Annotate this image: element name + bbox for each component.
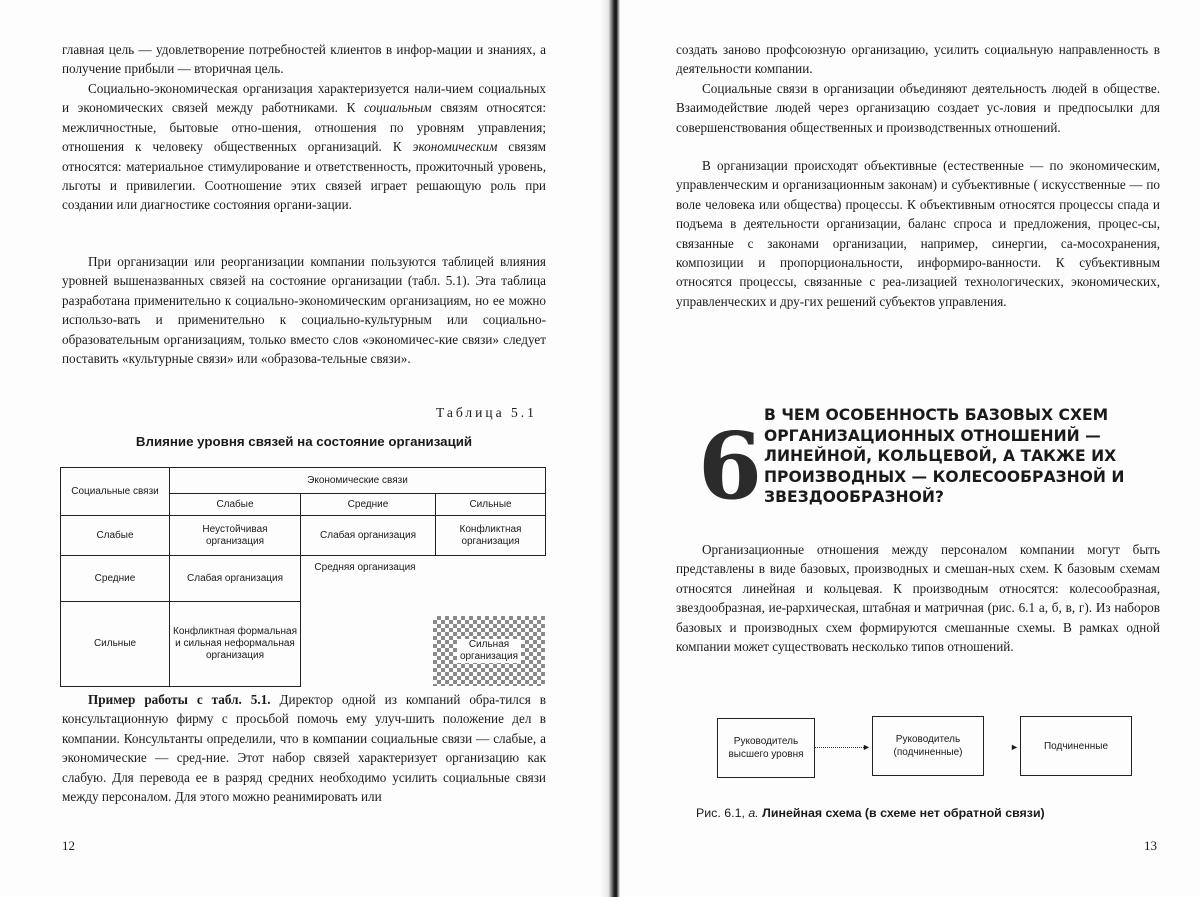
- table-econ-header: Экономические связи: [170, 468, 546, 494]
- right-paragraph-4: Организационные отношения между персоналом компании могут быть представлены в виде базовых, производных и смешан-ных схем. К базовым схемам относятся линейная и кольцевая. К производным относятся: колесообразная, звездообразная, ие-рархическая, штабная и матричная (рис. 6.1 а, б, в, г). Из наборов базовых и производных схем формируются смешанные схемы. В рамках одной компании может существовать несколько типов отношений.: [676, 542, 1160, 655]
- table-cell-strong-org: Сильная организация: [457, 639, 521, 663]
- table-row-strong-label: Сильные: [61, 602, 170, 686]
- table-cell-strong-org-pattern: [433, 616, 545, 686]
- page-number-left: 12: [62, 838, 75, 853]
- example-text: Директор одной из компаний обра-тился в консультационную фирму с просьбой помочь ему улуч-шить положение дел в компании. Консультанты определили, что в компании социальные связи — слабые, а экономические — сред-ние. Этот набор связей характеризует организацию как слабую. Для перевода ее в разряд средних необходимо усилить социальные связи между персоналом. Для этого можно реанимировать или: [62, 692, 546, 805]
- left-p2-term-social: социальным: [364, 100, 432, 116]
- left-paragraph-2: [62, 79, 546, 215]
- chapter-title: В ЧЕМ ОСОБЕННОСТЬ БАЗОВЫХ СХЕМ ОРГАНИЗАЦИОННЫХ ОТНОШЕНИЙ — ЛИНЕЙНОЙ, КОЛЬЦЕВОЙ, А ТАКЖЕ ИХ ПРОИЗВОДНЫХ — КОЛЕСООБРАЗНОЙ И ЗВЕЗДООБРАЗНОЙ?: [764, 406, 1125, 506]
- book-gutter: [600, 0, 628, 897]
- table-medium-region: [301, 556, 546, 687]
- left-paragraph-1: главная цель — удовлетворение потребностей клиентов в инфор-мации и знаниях, а получение прибыли — вторичная цель.: [62, 42, 546, 77]
- table-col-strong: Сильные: [436, 494, 546, 516]
- diagram-arrowhead-2: ►: [1010, 742, 1019, 752]
- left-paragraph-3: При организации или реорганизации компании пользуются таблицей влияния уровней вышеназванных связей на состояние организации (табл. 5.1). Эта таблица разработана применительно к социально-экономическим организациям, но ее можно использо-вать и применительно к социально-культурным или социально-образовательным организациям, только вместо слов «экономичес-кие связи» следует поставить «культурные связи» или «образова-тельные связи».: [62, 254, 546, 367]
- diagram-box-top-manager: Руководитель высшего уровня: [717, 718, 815, 778]
- table-col-weak: Слабые: [170, 494, 301, 516]
- table-cell: Слабая организация: [170, 556, 301, 602]
- chapter-number: 6: [698, 412, 763, 520]
- figure-caption-letter: а.: [748, 806, 759, 820]
- figure-caption-prefix: Рис. 6.1,: [696, 806, 749, 820]
- table-cell: Слабая организация: [301, 516, 436, 556]
- left-p2-part3: связям относятся: материальное стимулирование и ответственность, прожиточный уровень, льготы и привилегии. Соотношение этих связей играет решающую роль при создании или диагностике состояния органи-зации.: [62, 139, 546, 213]
- left-p2-part1: Социально-экономическая организация характеризуется нали-чием социальных и экономических связей между работниками. К: [62, 81, 546, 116]
- table-row-medium-label: Средние: [61, 556, 170, 602]
- figure-caption: [696, 806, 1045, 820]
- table-corner-header: Социальные связи: [61, 468, 170, 516]
- right-paragraph-2: Социальные связи в организации объединяют деятельность людей в обществе. Взаимодействие людей через организацию создает ус-ловия и предпосылки для совершенствования общественных и производственных отношений.: [676, 81, 1160, 135]
- table-row-weak-label: Слабые: [61, 516, 170, 556]
- left-p2-part2: связям относятся: межличностные, бытовые отно-шения, отношения по уровням управления; отношения к человеку общественных организаций. К: [62, 100, 547, 155]
- right-page: [628, 0, 1200, 897]
- table-cell: Конфликтная формальная и сильная неформальная организация: [170, 602, 301, 686]
- right-paragraph-3: В организации происходят объективные (естественные — по экономическим, управленческим и организационным законам) и субъективные ( искусственные — по воле человека или общества) процессы. К объективным относятся процессы спада и подъема в деятельности организации, баланс спроса и предложения, процес-сы, связанные с законами организации, например, синергии, са-мосохранения, композиции и пропорциональности, информиро-ванности. К субъективным относятся процессы, связанные с реа-лизацией технологических, экономических, управленческих и дру-гих решений субъектов управления.: [676, 158, 1160, 309]
- diagram-box-subordinates: Подчиненные: [1020, 716, 1132, 776]
- left-example-paragraph: [62, 690, 546, 806]
- table-cell: Неустойчивая организация: [170, 516, 301, 556]
- diagram-arrowhead-1: ►: [862, 742, 871, 752]
- right-paragraph-1: создать заново профсоюзную организацию, усилить социальную направленность в деятельности компании.: [676, 42, 1160, 77]
- table-label: Таблица 5.1: [436, 405, 537, 420]
- table-col-medium: Средние: [301, 494, 436, 516]
- table-cell-medium-org: Средняя организация: [314, 562, 416, 573]
- left-p2-term-economic: экономическим: [412, 139, 498, 155]
- table-title: Влияние уровня связей на состояние организаций: [135, 434, 473, 449]
- example-heading: Пример работы с табл. 5.1.: [88, 692, 271, 707]
- influence-table: [60, 467, 546, 687]
- figure-caption-title: Линейная схема (в схеме нет обратной связи): [758, 806, 1045, 820]
- page-number-right: 13: [1144, 838, 1157, 853]
- diagram-box-middle-manager: Руководитель (подчиненные): [872, 716, 984, 776]
- diagram-arrow-1: [814, 747, 868, 748]
- table-cell: Конфликтная организация: [436, 516, 546, 556]
